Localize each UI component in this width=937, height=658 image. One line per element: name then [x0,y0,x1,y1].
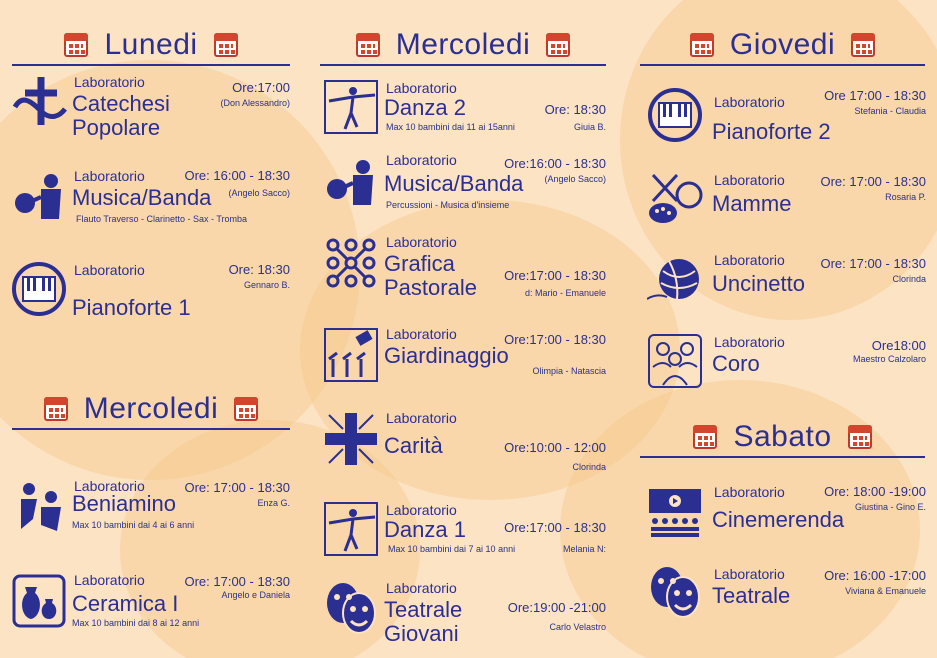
entry-teatrale-giovani [322,578,608,650]
lab-time: Ore18:00 [871,338,926,353]
day-header-mercoledi-left [12,390,290,430]
lab-label: Laboratorio [386,580,457,596]
lab-teacher: Clorinda [572,462,606,472]
lab-teacher: Giustina - Gino E. [854,502,926,512]
piano-icon [646,86,704,144]
calendar-icon [214,33,238,57]
lab-teacher: Giuia B. [573,122,606,132]
yarn-ball-icon [646,252,704,310]
lab-time: Ore:10:00 - 12:00 [504,440,606,455]
vase-icon [10,572,68,630]
kids-icon [10,478,68,536]
calendar-icon [546,33,570,57]
lab-time: Ore: 17:00 - 18:30 [184,574,290,589]
lab-label: Laboratorio [386,326,457,342]
lab-note: Max 10 bambini dai 11 ai 15anni [386,122,515,132]
lab-label: Laboratorio [386,80,457,96]
lab-time: Ore: 17:00 - 18:30 [820,174,926,189]
lab-teacher: Olimpia - Natascia [532,366,606,376]
dancer-icon [322,500,380,558]
piano-icon [10,260,68,318]
lab-teacher: (Angelo Sacco) [544,174,606,184]
lab-time: Ore: 18:00 -19:00 [824,484,926,499]
day-title: Mercoledi [83,392,219,425]
entry-grafica-pastorale [322,234,608,304]
calendar-icon [690,33,714,57]
theater-masks-icon [646,562,704,620]
lab-name: Musica/Banda [72,185,212,210]
calendar-icon [851,33,875,57]
theater-masks-icon [322,578,380,636]
day-header-giovedi [640,26,925,66]
lab-time: Ore:17:00 - 18:30 [504,332,606,347]
lab-note: Max 10 bambini dai 7 ai 10 anni [388,544,516,554]
lab-name: Mamme [712,191,792,216]
lab-teacher: Gennaro B. [243,280,290,290]
lab-label: Laboratorio [386,152,457,168]
lab-name: Beniamino [72,491,176,516]
lab-time: Ore: 16:00 - 18:30 [184,168,290,183]
lab-name: Musica/Banda [384,171,524,196]
lab-note: Percussioni - Musica d'insieme [386,200,510,210]
lab-teacher: Viviana & Emanuele [845,586,926,596]
lab-name: Giovani [384,621,459,646]
lab-time: Ore 17:00 - 18:30 [824,88,926,103]
lab-label: Laboratorio [386,502,457,518]
entry-teatrale-sabato [646,562,928,622]
calendar-icon [44,397,68,421]
lab-name: Danza 1 [384,517,466,542]
entry-musica-lunedi [10,166,292,230]
garden-icon [322,326,380,384]
dancer-icon [322,78,380,136]
lab-teacher: Maestro Calzolaro [852,354,926,364]
lab-name: Pastorale [384,275,477,300]
lab-teacher: Stefania - Claudia [854,106,926,116]
lab-teacher: d: Mario - Emanuele [524,288,606,298]
lab-label: Laboratorio [74,74,145,90]
entry-pianoforte-1 [10,260,292,324]
lab-name: Danza 2 [384,95,466,120]
lab-label: Laboratorio [386,410,457,426]
lab-time: Ore: 16:00 -17:00 [824,568,926,583]
lab-note: Max 10 bambini dai 8 ai 12 anni [72,618,200,628]
entry-pianoforte-2 [646,86,928,150]
entry-mamme [646,170,928,226]
lab-teacher: (Angelo Sacco) [228,188,290,198]
lab-label: Laboratorio [714,334,785,350]
entry-uncinetto [636,252,928,308]
lab-name: Grafica [384,251,455,276]
entry-catechesi [10,72,292,142]
day-title: Sabato [733,420,832,453]
entry-danza-2 [322,78,608,138]
lab-name: Popolare [72,115,161,140]
lab-name: Coro [712,351,760,376]
lab-name: Ceramica I [72,591,179,616]
day-title: Mercoledi [395,28,531,61]
lab-label: Laboratorio [74,572,145,588]
cinema-icon [646,484,704,542]
entry-ceramica [10,572,292,632]
lab-name: Catechesi [72,91,170,116]
entry-beniamino [10,478,292,538]
day-header-mercoledi-mid [320,26,606,66]
lab-label: Laboratorio [714,172,785,188]
lab-label: Laboratorio [714,94,785,110]
lab-teacher: Melania N: [562,544,606,554]
calendar-icon [693,425,717,449]
crafts-icon [646,170,704,228]
lab-label: Laboratorio [74,262,145,278]
entry-giardinaggio [322,326,608,386]
lab-teacher: (Don Alessandro) [220,98,290,108]
day-title: Giovedi [729,28,836,61]
lab-time: Ore:17:00 - 18:30 [504,268,606,283]
lab-label: Laboratorio [714,566,785,582]
lab-name: Giardinaggio [384,343,509,368]
lab-time: Ore:17:00 [232,80,290,95]
choir-icon [646,332,704,390]
caritas-cross-icon [322,410,380,468]
lab-time: Ore: 18:30 [544,102,606,117]
network-icon [322,234,380,292]
lab-name: Cinemerenda [712,507,845,532]
lab-name: Pianoforte 2 [712,119,831,144]
lab-label: Laboratorio [714,252,785,268]
lab-label: Laboratorio [386,234,457,250]
lab-note: Max 10 bambini dai 4 ai 6 anni [72,520,195,530]
lab-time: Ore: 17:00 - 18:30 [820,256,926,271]
lab-teacher: Enza G. [257,498,290,508]
calendar-icon [64,33,88,57]
calendar-icon [234,397,258,421]
lab-time: Ore:17:00 - 18:30 [504,520,606,535]
calendar-icon [848,425,872,449]
entry-cinemerenda [646,484,928,542]
lab-teacher: Rosaria P. [885,192,926,202]
lab-label: Laboratorio [714,484,785,500]
entry-musica-mercoledi [322,152,608,216]
lab-label: Laboratorio [74,168,145,184]
day-title: Lunedi [104,28,198,61]
band-icon [10,166,68,224]
lab-time: Ore: 17:00 - 18:30 [184,480,290,495]
entry-danza-1 [322,500,608,560]
lab-teacher: Clorinda [892,274,926,284]
entry-coro [646,332,928,392]
lab-name: Uncinetto [712,271,805,296]
cross-dove-icon [10,72,68,130]
day-header-lunedi [12,26,290,66]
day-header-sabato [640,418,925,458]
lab-name: Carità [384,433,443,458]
lab-time: Ore: 18:30 [228,262,290,277]
band-icon [322,152,380,210]
lab-teacher: Angelo e Daniela [221,590,290,600]
lab-name: Pianoforte 1 [72,295,191,320]
lab-note: Flauto Traverso - Clarinetto - Sax - Tromba [76,214,248,224]
lab-name: Teatrale [712,583,791,608]
entry-carita [322,410,608,476]
lab-time: Ore:16:00 - 18:30 [504,156,606,171]
lab-name: Teatrale [384,597,463,622]
calendar-icon [356,33,380,57]
lab-label: Laboratorio [74,478,145,494]
lab-time: Ore:19:00 -21:00 [507,600,606,615]
lab-teacher: Carlo Velastro [549,622,606,632]
